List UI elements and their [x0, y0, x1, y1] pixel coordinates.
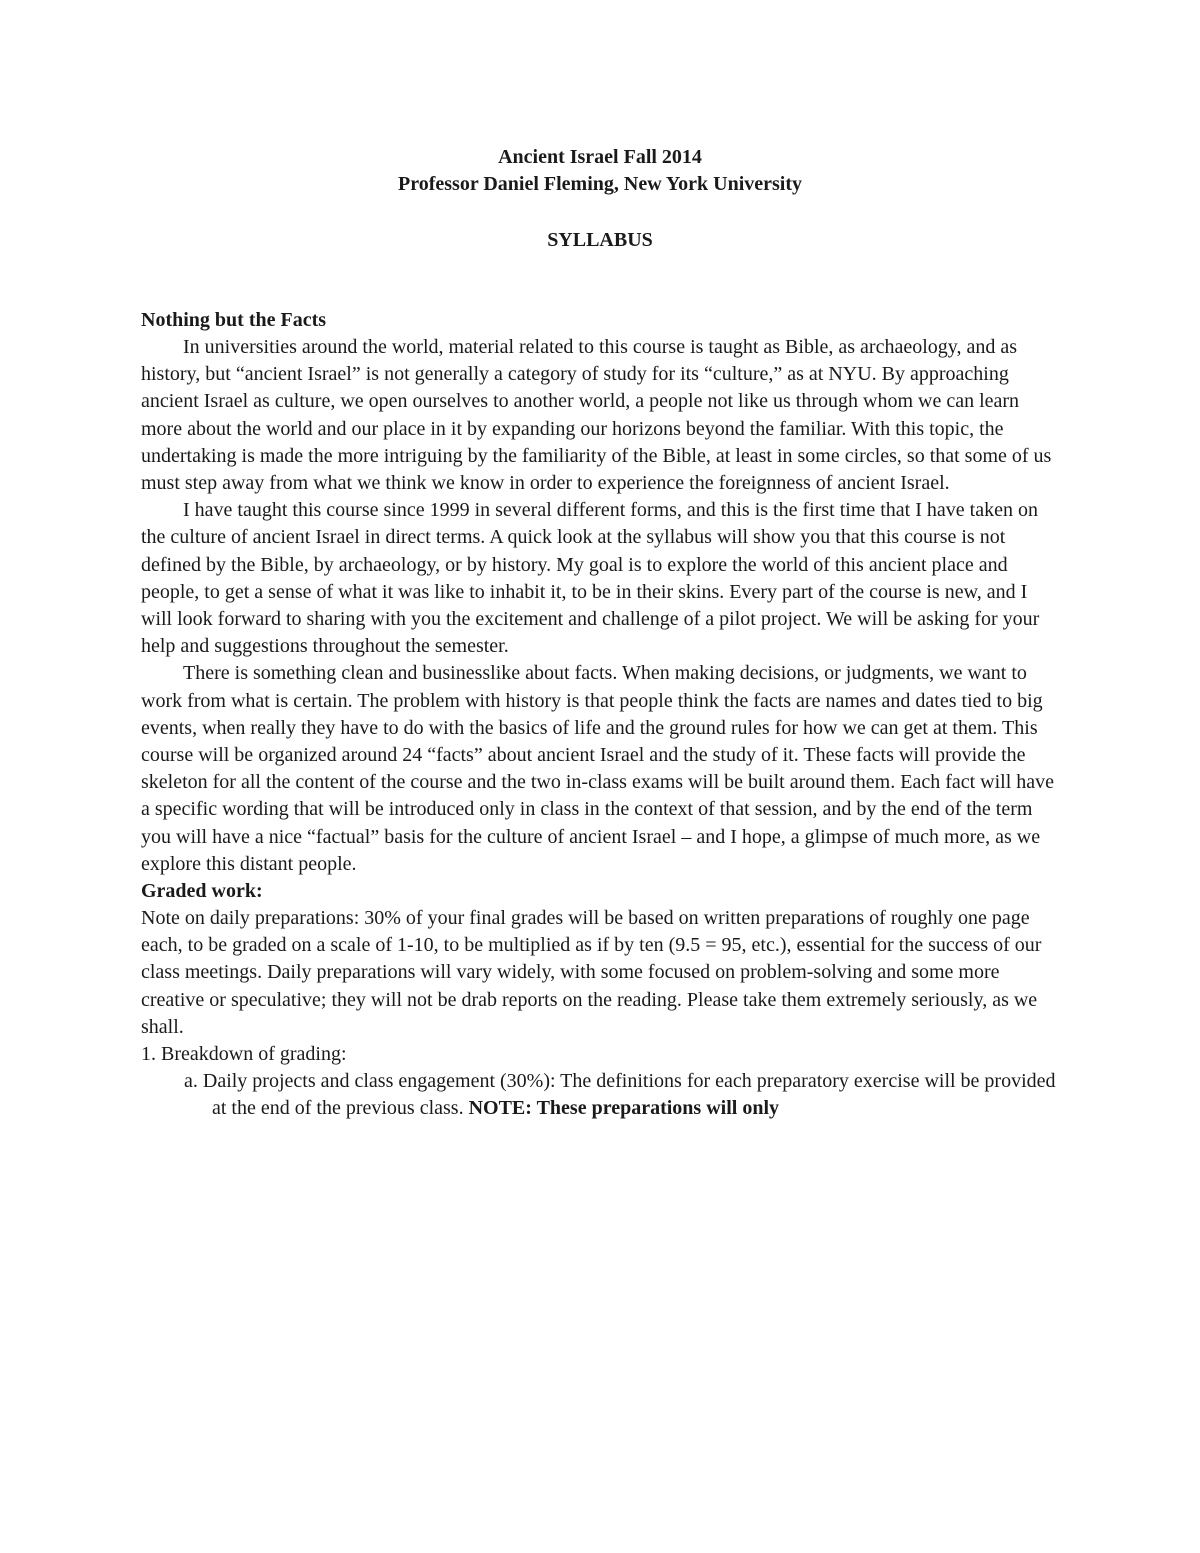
syllabus-heading: SYLLABUS — [547, 229, 653, 251]
title-block — [0, 144, 1200, 254]
sub-item-text: a. Daily projects and class engagement (30%): The definitions for each preparatory exercise will be provided at the end of the previous class. — [184, 1070, 1056, 1120]
section-heading-graded-work: Graded work: — [141, 880, 263, 903]
paragraph-1: In universities around the world, material related to this course is taught as Bible, as archaeology, and as history, but “ancient Israel” is not generally a category of study for its “culture,” as at NYU. By approaching ancient Israel as culture, we open ourselves to another world, a people not like us through whom we can learn more about the world and our place in it by expanding our horizons beyond the familiar. With this topic, the undertaking is made the more intriguing by the familiarity of the Bible, at least in some circles, so that some of us must step away from what we think we know in order to experience the foreignness of ancient Israel. — [141, 336, 1052, 495]
document-title: Ancient Israel Fall 2014 — [498, 146, 702, 168]
paragraph-3: There is something clean and businesslike about facts. When making decisions, or judgments, we want to work from what is certain. The problem with history is that people think the facts are names and dates tied to big events, when really they have to do with the basics of life and the ground rules for how we can get at them. This course will be organized around 24 “facts” about ancient Israel and the study of it. These facts will provide the skeleton for all the content of the course and the two in-class exams will be built around them. Each fact will have a specific wording that will be introduced only in class in the context of that session, and by the end of the term you will have a nice “factual” basis for the culture of ancient Israel – and I hope, a glimpse of much more, as we explore this distant people. — [141, 662, 1055, 875]
list-item-grading-breakdown: 1. Breakdown of grading: — [141, 1043, 347, 1066]
note-daily-preparations: Note on daily preparations: 30% of your final grades will be based on written preparations of roughly one page each, to be graded on a scale of 1-10, to be multiplied as if by ten (9.5 = 95, etc.), essential for the success of our class meetings. Daily preparations will vary widely, with some focused on problem-solving and some more creative or speculative; they will not be drab reports on the reading. Please take them extremely seriously, as we shall. — [141, 907, 1042, 1038]
section-heading-facts: Nothing but the Facts — [141, 309, 327, 331]
document-author-line: Professor Daniel Fleming, New York University — [397, 173, 803, 195]
document-body — [141, 307, 1061, 1123]
sub-item-daily-projects — [141, 1068, 1061, 1122]
sub-item-bold-note: NOTE: These preparations will only — [468, 1097, 780, 1120]
paragraph-2: I have taught this course since 1999 in several different forms, and this is the first time that I have taken on the culture of ancient Israel in direct terms. A quick look at the syllabus will show you that this course is not defined by the Bible, by archaeology, or by history. My goal is to explore the world of this ancient place and people, to get a sense of what it was like to inhabit it, to be in their skins. Every part of the course is new, and I will look forward to sharing with you the excitement and challenge of a pilot project. We will be asking for your help and suggestions throughout the semester. — [141, 499, 1040, 658]
